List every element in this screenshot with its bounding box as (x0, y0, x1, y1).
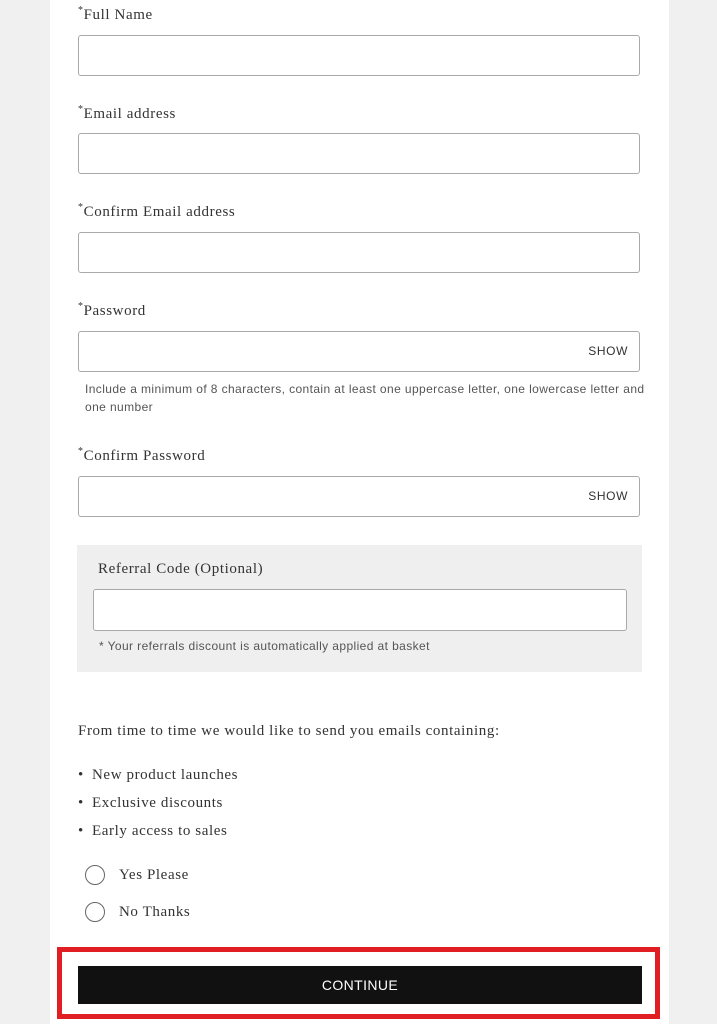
required-mark: * (78, 301, 84, 312)
password-input[interactable] (79, 332, 583, 371)
required-mark: * (78, 5, 84, 16)
confirm-email-input[interactable] (79, 233, 583, 272)
referral-label: Referral Code (Optional) (98, 561, 264, 577)
full-name-field[interactable] (78, 35, 640, 76)
radio-button[interactable] (85, 865, 105, 885)
list-item: • New product launches (78, 767, 239, 783)
continue-button[interactable]: CONTINUE (78, 966, 642, 1004)
marketing-intro: From time to time we would like to send you emails containing: (78, 723, 500, 739)
confirm-password-input[interactable] (79, 477, 583, 516)
radio-no-thanks[interactable] (85, 900, 190, 924)
email-field[interactable] (78, 133, 640, 174)
radio-label: Yes Please (119, 866, 189, 883)
required-mark: * (78, 104, 84, 115)
confirm-password-field[interactable] (78, 476, 640, 517)
password-hint: Include a minimum of 8 characters, contain at least one uppercase letter, one lowercase letter and one number (85, 382, 645, 414)
referral-note: * Your referrals discount is automatically applied at basket (99, 639, 430, 653)
radio-button[interactable] (85, 902, 105, 922)
required-mark: * (78, 446, 84, 457)
list-item: • Early access to sales (78, 823, 228, 839)
marketing-bullets (78, 766, 238, 850)
list-item: • Exclusive discounts (78, 795, 223, 811)
password-show-toggle[interactable]: SHOW (588, 344, 628, 358)
confirm-email-field[interactable] (78, 232, 640, 273)
referral-code-input[interactable] (94, 590, 626, 630)
confirm-password-label: *Confirm Password (78, 446, 206, 464)
radio-label: No Thanks (119, 903, 191, 920)
confirm-password-show-toggle[interactable]: SHOW (588, 489, 628, 503)
full-name-input[interactable] (79, 36, 583, 75)
password-label: *Password (78, 301, 146, 319)
password-field[interactable] (78, 331, 640, 372)
radio-yes-please[interactable] (85, 863, 189, 887)
email-input[interactable] (79, 134, 583, 173)
full-name-label: *Full Name (78, 5, 153, 23)
required-mark: * (78, 202, 84, 213)
referral-section (77, 545, 642, 672)
email-label: *Email address (78, 104, 176, 122)
referral-code-field[interactable] (93, 589, 627, 631)
confirm-email-label: *Confirm Email address (78, 202, 236, 220)
